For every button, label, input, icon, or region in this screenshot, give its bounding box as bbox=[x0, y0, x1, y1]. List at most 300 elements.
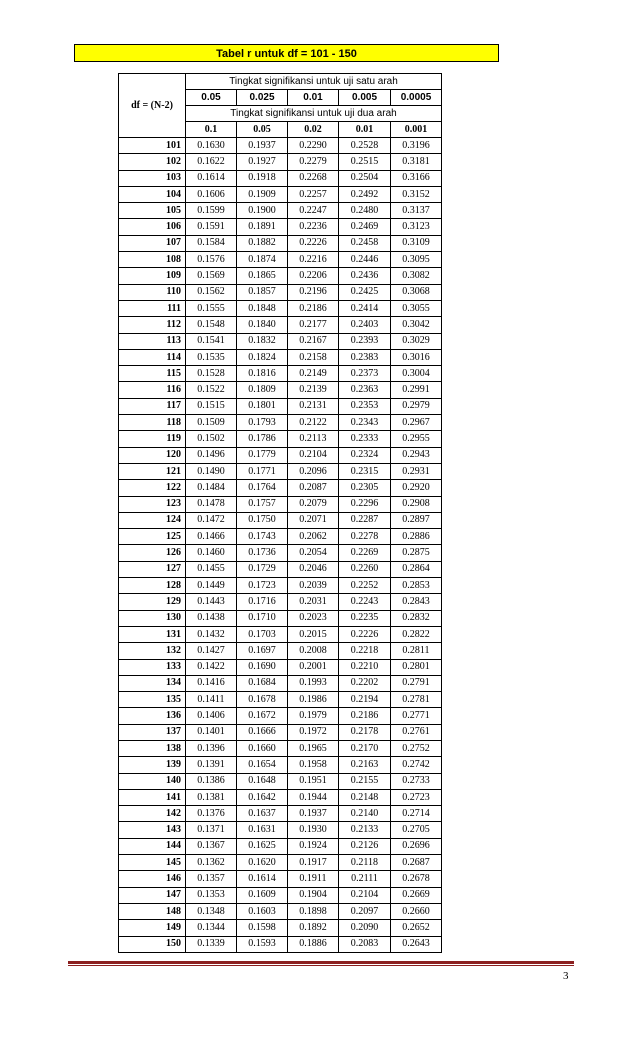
df-value: 131 bbox=[119, 626, 186, 642]
r-value: 0.1809 bbox=[237, 382, 288, 398]
r-value: 0.2247 bbox=[288, 203, 339, 219]
r-value: 0.3109 bbox=[391, 235, 442, 251]
r-value: 0.1840 bbox=[237, 317, 288, 333]
r-value: 0.2140 bbox=[339, 806, 391, 822]
r-value: 0.1857 bbox=[237, 284, 288, 300]
table-row bbox=[119, 463, 442, 479]
table-row bbox=[119, 773, 442, 789]
df-value: 127 bbox=[119, 561, 186, 577]
table-row bbox=[119, 561, 442, 577]
table-row bbox=[119, 431, 442, 447]
r-value: 0.1898 bbox=[288, 903, 339, 919]
r-value: 0.1449 bbox=[186, 578, 237, 594]
r-value: 0.3068 bbox=[391, 284, 442, 300]
table-row bbox=[119, 480, 442, 496]
r-value: 0.1576 bbox=[186, 252, 237, 268]
r-value: 0.2186 bbox=[339, 708, 391, 724]
r-value: 0.1882 bbox=[237, 235, 288, 251]
r-value: 0.1614 bbox=[237, 871, 288, 887]
r-value: 0.2333 bbox=[339, 431, 391, 447]
r-value: 0.1502 bbox=[186, 431, 237, 447]
one-tail-level: 0.005 bbox=[339, 90, 391, 106]
r-value: 0.2133 bbox=[339, 822, 391, 838]
r-value: 0.1411 bbox=[186, 692, 237, 708]
r-value: 0.2097 bbox=[339, 903, 391, 919]
r-value: 0.2771 bbox=[391, 708, 442, 724]
r-value: 0.2178 bbox=[339, 724, 391, 740]
r-value: 0.1764 bbox=[237, 480, 288, 496]
r-value: 0.2886 bbox=[391, 529, 442, 545]
table-row bbox=[119, 855, 442, 871]
r-value: 0.2015 bbox=[288, 626, 339, 642]
r-value: 0.1630 bbox=[186, 138, 237, 154]
r-value: 0.1951 bbox=[288, 773, 339, 789]
r-value: 0.1930 bbox=[288, 822, 339, 838]
table-row bbox=[119, 349, 442, 365]
r-value: 0.2196 bbox=[288, 284, 339, 300]
df-value: 146 bbox=[119, 871, 186, 887]
r-value: 0.2446 bbox=[339, 252, 391, 268]
r-value: 0.1416 bbox=[186, 675, 237, 691]
table-row bbox=[119, 138, 442, 154]
r-value: 0.2046 bbox=[288, 561, 339, 577]
df-value: 149 bbox=[119, 920, 186, 936]
r-value: 0.3095 bbox=[391, 252, 442, 268]
r-value: 0.1391 bbox=[186, 757, 237, 773]
table-row bbox=[119, 447, 442, 463]
r-value: 0.1490 bbox=[186, 463, 237, 479]
r-value: 0.1816 bbox=[237, 366, 288, 382]
r-value: 0.1697 bbox=[237, 643, 288, 659]
r-value: 0.1710 bbox=[237, 610, 288, 626]
r-value: 0.1654 bbox=[237, 757, 288, 773]
r-value: 0.1548 bbox=[186, 317, 237, 333]
r-value: 0.1401 bbox=[186, 724, 237, 740]
r-value: 0.1438 bbox=[186, 610, 237, 626]
r-value: 0.2170 bbox=[339, 740, 391, 756]
df-value: 125 bbox=[119, 529, 186, 545]
footer-rule-thin bbox=[68, 965, 574, 966]
r-value: 0.1460 bbox=[186, 545, 237, 561]
r-value: 0.2492 bbox=[339, 186, 391, 202]
r-value: 0.2324 bbox=[339, 447, 391, 463]
r-value: 0.1344 bbox=[186, 920, 237, 936]
table-row bbox=[119, 512, 442, 528]
r-value: 0.2469 bbox=[339, 219, 391, 235]
one-tail-level: 0.05 bbox=[186, 90, 237, 106]
r-value: 0.1958 bbox=[288, 757, 339, 773]
r-value: 0.2287 bbox=[339, 512, 391, 528]
r-value: 0.2480 bbox=[339, 203, 391, 219]
r-value: 0.2955 bbox=[391, 431, 442, 447]
r-value: 0.2177 bbox=[288, 317, 339, 333]
r-value: 0.2811 bbox=[391, 643, 442, 659]
r-value: 0.2194 bbox=[339, 692, 391, 708]
table-row bbox=[119, 382, 442, 398]
r-value: 0.3016 bbox=[391, 349, 442, 365]
r-value: 0.2131 bbox=[288, 398, 339, 414]
r-value: 0.1406 bbox=[186, 708, 237, 724]
r-value: 0.1937 bbox=[288, 806, 339, 822]
table-row bbox=[119, 789, 442, 805]
r-value: 0.1824 bbox=[237, 349, 288, 365]
table-row bbox=[119, 415, 442, 431]
r-value: 0.1637 bbox=[237, 806, 288, 822]
r-value: 0.1716 bbox=[237, 594, 288, 610]
r-value: 0.1793 bbox=[237, 415, 288, 431]
r-value: 0.2126 bbox=[339, 838, 391, 854]
r-value: 0.1339 bbox=[186, 936, 237, 952]
r-value: 0.2843 bbox=[391, 594, 442, 610]
r-value: 0.1484 bbox=[186, 480, 237, 496]
table-row bbox=[119, 675, 442, 691]
table-row bbox=[119, 496, 442, 512]
df-value: 115 bbox=[119, 366, 186, 382]
r-value: 0.2257 bbox=[288, 186, 339, 202]
r-value: 0.1911 bbox=[288, 871, 339, 887]
r-value: 0.2669 bbox=[391, 887, 442, 903]
r-value: 0.1593 bbox=[237, 936, 288, 952]
r-value: 0.2139 bbox=[288, 382, 339, 398]
r-value: 0.1535 bbox=[186, 349, 237, 365]
r-value: 0.3029 bbox=[391, 333, 442, 349]
two-tail-level: 0.02 bbox=[288, 122, 339, 138]
table-row bbox=[119, 203, 442, 219]
table-row bbox=[119, 529, 442, 545]
r-value: 0.1569 bbox=[186, 268, 237, 284]
r-value: 0.1622 bbox=[186, 154, 237, 170]
r-value: 0.1703 bbox=[237, 626, 288, 642]
r-value: 0.1367 bbox=[186, 838, 237, 854]
r-value: 0.2202 bbox=[339, 675, 391, 691]
df-value: 101 bbox=[119, 138, 186, 154]
r-value: 0.2761 bbox=[391, 724, 442, 740]
r-value: 0.1614 bbox=[186, 170, 237, 186]
r-value: 0.1678 bbox=[237, 692, 288, 708]
df-value: 126 bbox=[119, 545, 186, 561]
r-value: 0.2278 bbox=[339, 529, 391, 545]
r-value: 0.1371 bbox=[186, 822, 237, 838]
r-value: 0.1353 bbox=[186, 887, 237, 903]
r-value: 0.2733 bbox=[391, 773, 442, 789]
r-value: 0.2696 bbox=[391, 838, 442, 854]
r-value: 0.1900 bbox=[237, 203, 288, 219]
r-value: 0.2087 bbox=[288, 480, 339, 496]
df-value: 119 bbox=[119, 431, 186, 447]
df-value: 137 bbox=[119, 724, 186, 740]
r-value: 0.1736 bbox=[237, 545, 288, 561]
r-value: 0.1750 bbox=[237, 512, 288, 528]
r-value: 0.1541 bbox=[186, 333, 237, 349]
r-value: 0.2279 bbox=[288, 154, 339, 170]
r-value: 0.1584 bbox=[186, 235, 237, 251]
r-value: 0.2305 bbox=[339, 480, 391, 496]
r-value: 0.2167 bbox=[288, 333, 339, 349]
table-row bbox=[119, 300, 442, 316]
df-value: 143 bbox=[119, 822, 186, 838]
r-value: 0.1562 bbox=[186, 284, 237, 300]
table-row bbox=[119, 610, 442, 626]
r-value: 0.2083 bbox=[339, 936, 391, 952]
r-value: 0.2023 bbox=[288, 610, 339, 626]
table-row bbox=[119, 594, 442, 610]
r-value: 0.2687 bbox=[391, 855, 442, 871]
df-value: 120 bbox=[119, 447, 186, 463]
r-value: 0.3123 bbox=[391, 219, 442, 235]
table-row bbox=[119, 366, 442, 382]
r-value: 0.2875 bbox=[391, 545, 442, 561]
r-value: 0.2864 bbox=[391, 561, 442, 577]
table-row bbox=[119, 757, 442, 773]
table-row bbox=[119, 219, 442, 235]
r-value: 0.2383 bbox=[339, 349, 391, 365]
one-tail-header: Tingkat signifikansi untuk uji satu arah bbox=[186, 74, 442, 90]
r-value: 0.2414 bbox=[339, 300, 391, 316]
df-value: 122 bbox=[119, 480, 186, 496]
r-value: 0.2268 bbox=[288, 170, 339, 186]
footer-rule bbox=[68, 961, 574, 964]
r-value: 0.1771 bbox=[237, 463, 288, 479]
table-row bbox=[119, 903, 442, 919]
r-value: 0.1918 bbox=[237, 170, 288, 186]
r-value: 0.2031 bbox=[288, 594, 339, 610]
df-value: 129 bbox=[119, 594, 186, 610]
r-value: 0.2373 bbox=[339, 366, 391, 382]
r-value: 0.2436 bbox=[339, 268, 391, 284]
r-value: 0.2226 bbox=[339, 626, 391, 642]
r-value: 0.1660 bbox=[237, 740, 288, 756]
df-value: 132 bbox=[119, 643, 186, 659]
r-value: 0.2111 bbox=[339, 871, 391, 887]
df-value: 104 bbox=[119, 186, 186, 202]
table-row bbox=[119, 398, 442, 414]
r-value: 0.1757 bbox=[237, 496, 288, 512]
r-value: 0.2979 bbox=[391, 398, 442, 414]
table-row bbox=[119, 887, 442, 903]
r-value: 0.1642 bbox=[237, 789, 288, 805]
table-row bbox=[119, 643, 442, 659]
df-value: 133 bbox=[119, 659, 186, 675]
r-value: 0.1891 bbox=[237, 219, 288, 235]
table-row bbox=[119, 317, 442, 333]
df-value: 118 bbox=[119, 415, 186, 431]
r-value: 0.1625 bbox=[237, 838, 288, 854]
two-tail-level: 0.001 bbox=[391, 122, 442, 138]
r-value: 0.1509 bbox=[186, 415, 237, 431]
table-row bbox=[119, 740, 442, 756]
r-value: 0.2148 bbox=[339, 789, 391, 805]
r-value: 0.1723 bbox=[237, 578, 288, 594]
r-value: 0.2897 bbox=[391, 512, 442, 528]
r-value: 0.2822 bbox=[391, 626, 442, 642]
r-value: 0.2071 bbox=[288, 512, 339, 528]
table-row bbox=[119, 235, 442, 251]
r-value: 0.1427 bbox=[186, 643, 237, 659]
r-value: 0.2104 bbox=[339, 887, 391, 903]
table-row bbox=[119, 838, 442, 854]
table-title: Tabel r untuk df = 101 - 150 bbox=[74, 44, 499, 62]
r-value: 0.1357 bbox=[186, 871, 237, 887]
r-value: 0.2353 bbox=[339, 398, 391, 414]
df-value: 145 bbox=[119, 855, 186, 871]
r-value: 0.1965 bbox=[288, 740, 339, 756]
two-tail-level: 0.05 bbox=[237, 122, 288, 138]
df-value: 135 bbox=[119, 692, 186, 708]
r-value: 0.2122 bbox=[288, 415, 339, 431]
r-value: 0.2155 bbox=[339, 773, 391, 789]
r-value: 0.2235 bbox=[339, 610, 391, 626]
r-value: 0.1609 bbox=[237, 887, 288, 903]
r-value: 0.1381 bbox=[186, 789, 237, 805]
r-value: 0.1924 bbox=[288, 838, 339, 854]
r-value: 0.1944 bbox=[288, 789, 339, 805]
df-value: 113 bbox=[119, 333, 186, 349]
one-tail-level: 0.025 bbox=[237, 90, 288, 106]
r-value: 0.2186 bbox=[288, 300, 339, 316]
table-row bbox=[119, 268, 442, 284]
r-value: 0.2723 bbox=[391, 789, 442, 805]
df-value: 128 bbox=[119, 578, 186, 594]
df-value: 110 bbox=[119, 284, 186, 300]
r-value: 0.2991 bbox=[391, 382, 442, 398]
table-row bbox=[119, 186, 442, 202]
table-row bbox=[119, 659, 442, 675]
r-value: 0.2206 bbox=[288, 268, 339, 284]
r-value: 0.1972 bbox=[288, 724, 339, 740]
r-value: 0.1917 bbox=[288, 855, 339, 871]
r-value: 0.2096 bbox=[288, 463, 339, 479]
r-value: 0.2090 bbox=[339, 920, 391, 936]
r-value: 0.2920 bbox=[391, 480, 442, 496]
df-value: 108 bbox=[119, 252, 186, 268]
r-value: 0.2054 bbox=[288, 545, 339, 561]
r-value: 0.2104 bbox=[288, 447, 339, 463]
r-value: 0.2363 bbox=[339, 382, 391, 398]
df-value: 109 bbox=[119, 268, 186, 284]
r-value: 0.2801 bbox=[391, 659, 442, 675]
df-value: 103 bbox=[119, 170, 186, 186]
df-value: 105 bbox=[119, 203, 186, 219]
r-value: 0.2290 bbox=[288, 138, 339, 154]
table-row bbox=[119, 806, 442, 822]
r-value: 0.2079 bbox=[288, 496, 339, 512]
r-table bbox=[118, 73, 442, 953]
r-value: 0.3166 bbox=[391, 170, 442, 186]
r-value: 0.1743 bbox=[237, 529, 288, 545]
r-value: 0.1729 bbox=[237, 561, 288, 577]
r-value: 0.1432 bbox=[186, 626, 237, 642]
table-row bbox=[119, 545, 442, 561]
r-value: 0.1386 bbox=[186, 773, 237, 789]
r-value: 0.2216 bbox=[288, 252, 339, 268]
table-row bbox=[119, 333, 442, 349]
r-value: 0.3196 bbox=[391, 138, 442, 154]
r-value: 0.2163 bbox=[339, 757, 391, 773]
r-value: 0.1515 bbox=[186, 398, 237, 414]
df-value: 144 bbox=[119, 838, 186, 854]
df-value: 112 bbox=[119, 317, 186, 333]
r-value: 0.1886 bbox=[288, 936, 339, 952]
df-value: 142 bbox=[119, 806, 186, 822]
table-row bbox=[119, 252, 442, 268]
r-value: 0.1362 bbox=[186, 855, 237, 871]
r-value: 0.2660 bbox=[391, 903, 442, 919]
r-value: 0.2403 bbox=[339, 317, 391, 333]
r-value: 0.2752 bbox=[391, 740, 442, 756]
df-value: 102 bbox=[119, 154, 186, 170]
df-value: 141 bbox=[119, 789, 186, 805]
r-value: 0.1892 bbox=[288, 920, 339, 936]
r-value: 0.2705 bbox=[391, 822, 442, 838]
r-value: 0.1874 bbox=[237, 252, 288, 268]
r-value: 0.2458 bbox=[339, 235, 391, 251]
r-value: 0.1786 bbox=[237, 431, 288, 447]
r-value: 0.1443 bbox=[186, 594, 237, 610]
r-value: 0.1522 bbox=[186, 382, 237, 398]
df-value: 147 bbox=[119, 887, 186, 903]
table-row bbox=[119, 708, 442, 724]
r-value: 0.2678 bbox=[391, 871, 442, 887]
r-value: 0.1591 bbox=[186, 219, 237, 235]
df-value: 117 bbox=[119, 398, 186, 414]
r-value: 0.2158 bbox=[288, 349, 339, 365]
r-value: 0.1631 bbox=[237, 822, 288, 838]
r-value: 0.1937 bbox=[237, 138, 288, 154]
two-tail-level: 0.1 bbox=[186, 122, 237, 138]
df-value: 136 bbox=[119, 708, 186, 724]
r-value: 0.1466 bbox=[186, 529, 237, 545]
r-value: 0.2008 bbox=[288, 643, 339, 659]
r-value: 0.1348 bbox=[186, 903, 237, 919]
df-value: 124 bbox=[119, 512, 186, 528]
df-value: 139 bbox=[119, 757, 186, 773]
two-tail-header: Tingkat signifikansi untuk uji dua arah bbox=[186, 106, 442, 122]
r-value: 0.2236 bbox=[288, 219, 339, 235]
df-value: 111 bbox=[119, 300, 186, 316]
r-value: 0.1979 bbox=[288, 708, 339, 724]
df-value: 106 bbox=[119, 219, 186, 235]
r-value: 0.2781 bbox=[391, 692, 442, 708]
r-value: 0.3004 bbox=[391, 366, 442, 382]
table-row bbox=[119, 626, 442, 642]
r-value: 0.2243 bbox=[339, 594, 391, 610]
r-value: 0.2967 bbox=[391, 415, 442, 431]
r-value: 0.2062 bbox=[288, 529, 339, 545]
r-value: 0.2791 bbox=[391, 675, 442, 691]
df-value: 138 bbox=[119, 740, 186, 756]
r-value: 0.1422 bbox=[186, 659, 237, 675]
one-tail-level: 0.0005 bbox=[391, 90, 442, 106]
r-value: 0.2001 bbox=[288, 659, 339, 675]
r-value: 0.2853 bbox=[391, 578, 442, 594]
r-value: 0.1909 bbox=[237, 186, 288, 202]
r-value: 0.1455 bbox=[186, 561, 237, 577]
table-row bbox=[119, 822, 442, 838]
two-tail-level: 0.01 bbox=[339, 122, 391, 138]
df-value: 140 bbox=[119, 773, 186, 789]
r-value: 0.1396 bbox=[186, 740, 237, 756]
r-value: 0.1666 bbox=[237, 724, 288, 740]
one-tail-level: 0.01 bbox=[288, 90, 339, 106]
r-value: 0.1376 bbox=[186, 806, 237, 822]
r-value: 0.3181 bbox=[391, 154, 442, 170]
page-number: 3 bbox=[563, 970, 569, 982]
r-value: 0.2425 bbox=[339, 284, 391, 300]
r-value: 0.2226 bbox=[288, 235, 339, 251]
r-value: 0.1690 bbox=[237, 659, 288, 675]
table-row bbox=[119, 154, 442, 170]
table-row bbox=[119, 724, 442, 740]
